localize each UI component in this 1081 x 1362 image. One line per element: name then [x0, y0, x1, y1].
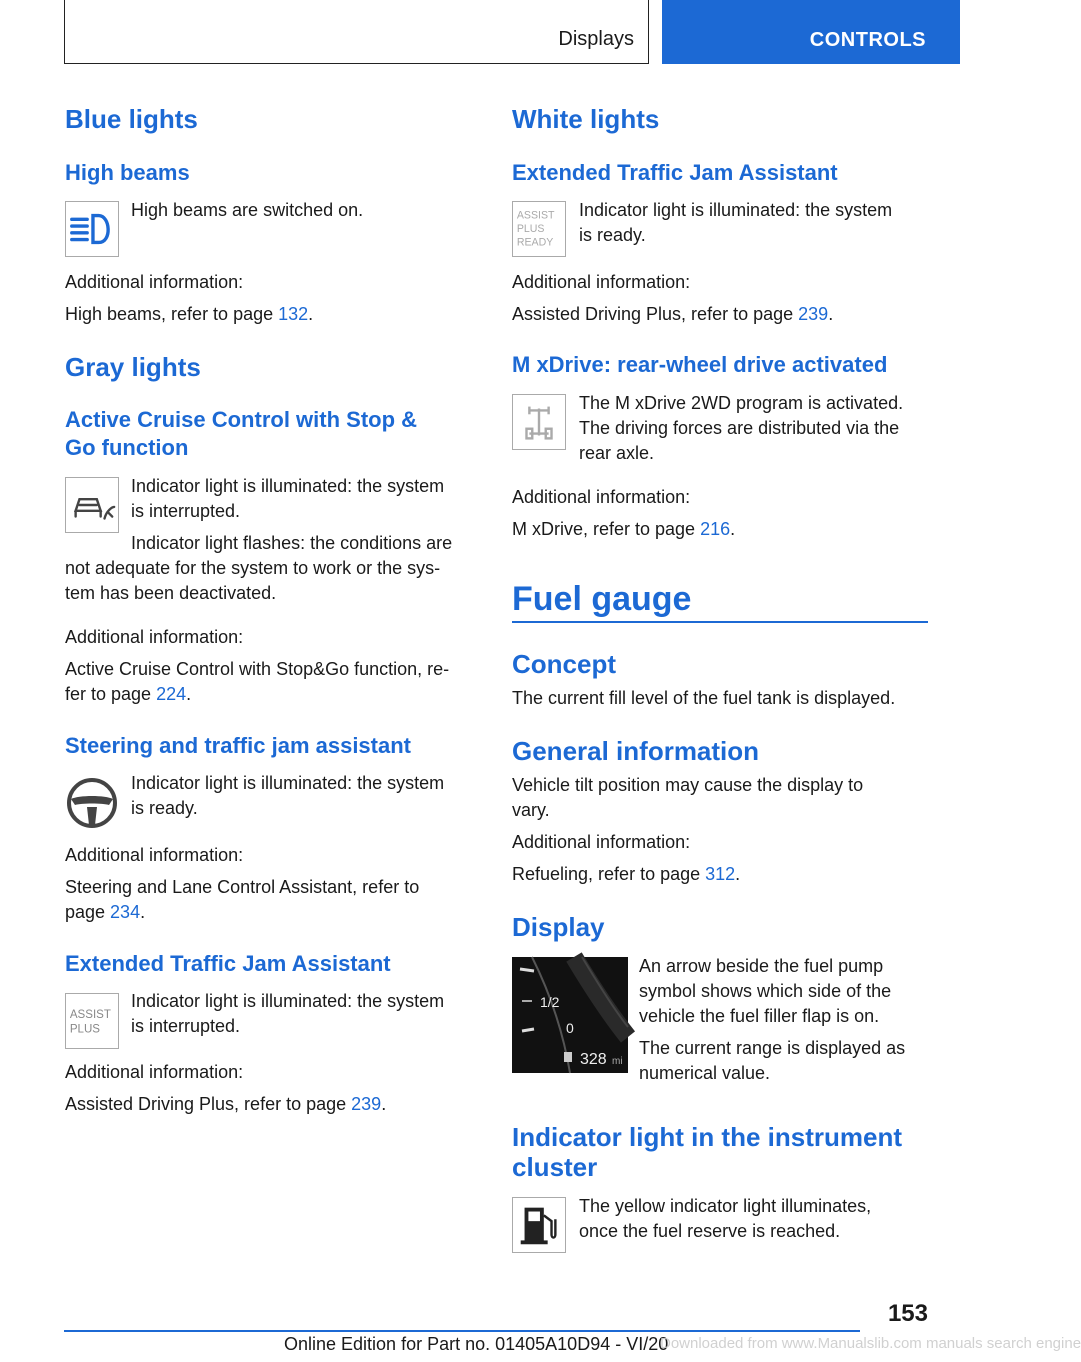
ext-tja-left-addl: Additional information: [65, 1062, 244, 1082]
svg-text:ASSIST: ASSIST [69, 1009, 111, 1022]
page-link-216[interactable]: 216 [700, 519, 731, 539]
concept-text: The current fill level of the fuel tank is displayed. [512, 688, 896, 708]
page-link-234[interactable]: 234 [110, 902, 141, 922]
acc-heading-line2: Go function [65, 435, 189, 460]
display-text-a: An arrow beside the fuel pump [639, 956, 884, 976]
high-beams-heading: High beams [65, 160, 190, 185]
general-ref: Refueling, refer to page 312. [512, 864, 741, 884]
ext-tja-left-text-a: Indicator light is illuminated: the system [131, 991, 445, 1011]
ext-tja-right-text-a: Indicator light is illuminated: the system [579, 200, 893, 220]
display-text-e: numerical value. [639, 1063, 771, 1083]
footer-watermark: Downloaded from www.Manualslib.com manuals search engine [660, 1335, 1081, 1352]
indicator-text-b: once the fuel reserve is reached. [579, 1221, 841, 1241]
xdrive-addl: Additional information: [512, 487, 691, 507]
ext-tja-left-ref: Assisted Driving Plus, refer to page 239. [65, 1094, 387, 1114]
xdrive-text-c: rear axle. [579, 443, 655, 463]
steering-text-a: Indicator light is illuminated: the system [131, 773, 445, 793]
header-chapter-title: CONTROLS [809, 29, 926, 51]
indicator-heading-line2: cluster [512, 1152, 598, 1182]
svg-text:1/2: 1/2 [540, 994, 560, 1010]
header-section-title: Displays [558, 28, 634, 50]
assist-plus-icon [65, 993, 119, 1049]
general-info-heading: General information [512, 736, 760, 766]
xdrive-heading: M xDrive: rear-wheel drive activated [512, 352, 888, 377]
fuel-gauge-display-image [512, 957, 628, 1073]
display-text-d: The current range is displayed as [639, 1038, 906, 1058]
steering-text-b: is ready. [131, 798, 198, 818]
xdrive-text-a: The M xDrive 2WD program is activated. [579, 393, 904, 413]
svg-text:READY: READY [516, 236, 554, 249]
acc-ref-1: Active Cruise Control with Stop&Go function, re- [65, 659, 450, 679]
acc-addl: Additional information: [65, 627, 244, 647]
display-text-b: symbol shows which side of the [639, 981, 892, 1001]
xdrive-rwd-icon [512, 394, 566, 450]
page-link-132[interactable]: 132 [278, 304, 309, 324]
ext-tja-right-addl: Additional information: [512, 272, 691, 292]
cruise-control-icon [65, 477, 119, 533]
svg-text:PLUS: PLUS [516, 222, 545, 235]
svg-text:328: 328 [580, 1051, 607, 1068]
white-lights-heading: White lights [512, 104, 660, 134]
steering-wheel-icon [65, 775, 119, 831]
high-beam-icon [65, 201, 119, 257]
ext-tja-right-heading: Extended Traffic Jam Assistant [512, 160, 838, 185]
steering-ref-2: page 234. [65, 902, 146, 922]
svg-text:0: 0 [566, 1020, 574, 1036]
footer-rule [64, 1330, 860, 1332]
footer-edition: Online Edition for Part no. 01405A10D94 - VI/20 [284, 1334, 669, 1354]
acc-text-2a: Indicator light flashes: the conditions are [131, 533, 453, 553]
steering-addl: Additional information: [65, 845, 244, 865]
indicator-heading-line1: Indicator light in the instrument [512, 1122, 902, 1152]
concept-heading: Concept [512, 649, 616, 679]
blue-lights-heading: Blue lights [65, 104, 198, 134]
steering-ref-1: Steering and Lane Control Assistant, refer to [65, 877, 420, 897]
page-number: 153 [887, 1300, 928, 1327]
fuel-pump-icon [512, 1197, 566, 1253]
high-beams-ref: High beams, refer to page 132. [65, 304, 314, 324]
gray-lights-heading: Gray lights [65, 352, 201, 382]
svg-text:PLUS: PLUS [69, 1023, 101, 1036]
acc-text-2b: not adequate for the system to work or the sys- [65, 558, 441, 578]
xdrive-ref: M xDrive, refer to page 216. [512, 519, 736, 539]
header-section-box [64, 0, 649, 64]
acc-heading-line1: Active Cruise Control with Stop & [65, 407, 418, 432]
ext-tja-right-text-b: is ready. [579, 225, 646, 245]
fuel-gauge-rule [512, 621, 928, 623]
page-link-239-left[interactable]: 239 [351, 1094, 382, 1114]
page-link-224[interactable]: 224 [156, 684, 187, 704]
svg-text:ASSIST: ASSIST [516, 209, 555, 222]
acc-text-2c: tem has been deactivated. [65, 583, 277, 603]
indicator-text-a: The yellow indicator light illuminates, [579, 1196, 872, 1216]
xdrive-text-b: The driving forces are distributed via the [579, 418, 900, 438]
acc-text-1b: is interrupted. [131, 501, 241, 521]
display-text-c: vehicle the fuel filler flap is on. [639, 1006, 880, 1026]
ext-tja-left-heading: Extended Traffic Jam Assistant [65, 951, 391, 976]
display-heading: Display [512, 912, 605, 942]
steering-heading: Steering and traffic jam assistant [65, 733, 411, 758]
acc-text-1a: Indicator light is illuminated: the system [131, 476, 445, 496]
header-chapter-box [662, 0, 960, 64]
high-beams-addl: Additional information: [65, 272, 244, 292]
page-link-239-right[interactable]: 239 [798, 304, 829, 324]
fuel-gauge-heading: Fuel gauge [512, 580, 692, 618]
ext-tja-left-text-b: is interrupted. [131, 1016, 241, 1036]
general-text-a: Vehicle tilt position may cause the display to [512, 775, 864, 795]
high-beams-text: High beams are switched on. [131, 200, 364, 220]
svg-text:mi: mi [612, 1056, 623, 1067]
assist-plus-ready-icon [512, 201, 566, 257]
general-text-b: vary. [512, 800, 550, 820]
page-link-312[interactable]: 312 [705, 864, 736, 884]
acc-ref-2: fer to page 224. [65, 684, 192, 704]
general-addl: Additional information: [512, 832, 691, 852]
ext-tja-right-ref: Assisted Driving Plus, refer to page 239. [512, 304, 834, 324]
